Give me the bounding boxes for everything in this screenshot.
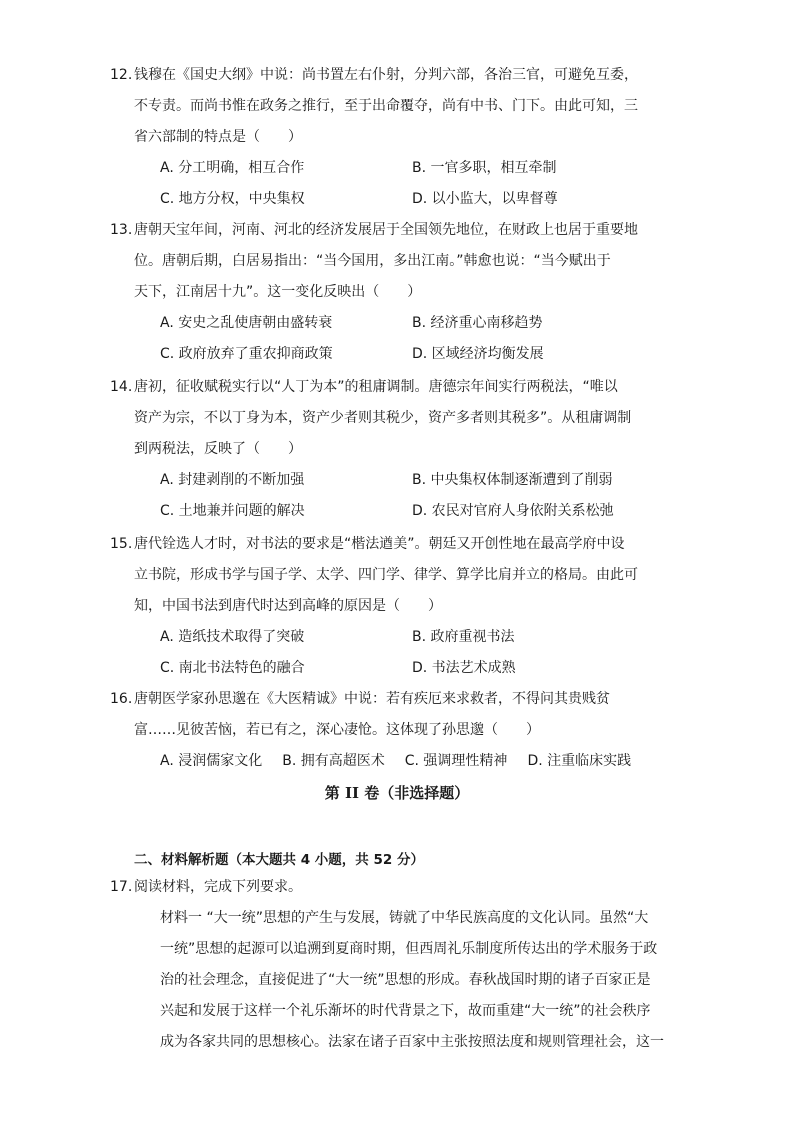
question-text-line: 钱穆在《国史大纲》中说：尚书置左右仆射，分判六部，各治三官，可避免互委， xyxy=(134,67,638,83)
option-b[interactable]: B. 政府重视书法 xyxy=(412,629,515,645)
option-a[interactable]: A. 安史之乱使唐朝由盛转衰 xyxy=(160,315,333,331)
question-16 xyxy=(110,684,674,777)
option-d[interactable]: D. 书法艺术成熟 xyxy=(412,660,516,676)
question-text-line: 位。唐朝后期，白居易指出：“当今国用，多出江南。”韩愈也说：“当今赋出于 xyxy=(134,253,611,269)
question-text-line: 天下，江南居十九”。这一变化反映出（ ） xyxy=(134,284,422,300)
question-text-line: 不专责。而尚书惟在政务之推行，至于出命覆夺，尚有中书、门下。由此可知，三 xyxy=(134,98,638,114)
option-b[interactable]: B. 一官多职，相互牵制 xyxy=(412,160,557,176)
answer-options xyxy=(134,746,674,777)
question-text-line: 知，中国书法到唐代时达到高峰的原因是（ ） xyxy=(134,598,442,614)
option-c[interactable]: C. 土地兼并问题的解决 xyxy=(160,503,305,519)
option-c[interactable]: C. 政府放弃了重农抑商政策 xyxy=(160,346,333,362)
question-text-line: 唐代铨选人才时，对书法的要求是“楷法遒美”。朝廷又开创性地在最高学府中设 xyxy=(134,536,625,552)
question-number: 16. xyxy=(110,691,133,707)
option-c[interactable]: C. 强调理性精神 xyxy=(404,753,508,769)
section-title: 第 II 卷（非选择题） xyxy=(324,784,470,802)
material-text-line: 治的社会理念，直接促进了“大一统”思想的形成。春秋战国时期的诸子百家正是 xyxy=(160,972,651,988)
question-15 xyxy=(110,529,674,684)
question-text-line: 唐初，征收赋税实行以“人丁为本”的租庸调制。唐德宗年间实行两税法，“唯以 xyxy=(134,379,618,395)
question-text-line: 富……见彼苦恼，若已有之，深心凄怆。这体现了孙思邈（ ） xyxy=(134,722,540,738)
question-number: 17. xyxy=(110,879,133,895)
part-heading: 二、材料解析题（本大题共 4 小题，共 52 分） xyxy=(134,852,424,868)
option-b[interactable]: B. 经济重心南移趋势 xyxy=(412,315,543,331)
option-a[interactable]: A. 封建剥削的不断加强 xyxy=(160,472,305,488)
option-b[interactable]: B. 中央集权体制逐渐遭到了削弱 xyxy=(412,472,613,488)
option-c[interactable]: C. 地方分权，中央集权 xyxy=(160,191,305,207)
question-text-line: 唐朝天宝年间，河南、河北的经济发展居于全国领先地位，在财政上也居于重要地 xyxy=(134,222,638,238)
option-d[interactable]: D. 区域经济均衡发展 xyxy=(412,346,544,362)
question-number: 13. xyxy=(110,222,133,238)
question-13 xyxy=(110,215,674,370)
material-text-line: 一统”思想的起源可以追溯到夏商时期，但西周礼乐制度所传达出的学术服务于政 xyxy=(160,941,658,957)
question-text-line: 唐朝医学家孙思邈在《大医精诚》中说：若有疾厄来求救者，不得问其贵贱贫 xyxy=(134,691,610,707)
option-a[interactable]: A. 造纸技术取得了突破 xyxy=(160,629,305,645)
question-text-line: 到两税法，反映了（ ） xyxy=(134,441,302,457)
option-d[interactable]: D. 注重临床实践 xyxy=(527,753,632,769)
question-text-line: 省六部制的特点是（ ） xyxy=(134,129,302,145)
material-text-line: 材料一 “大一统”思想的产生与发展，铸就了中华民族高度的文化认同。虽然“大 xyxy=(160,910,649,926)
question-number: 14. xyxy=(110,379,133,395)
question-14 xyxy=(110,372,674,527)
question-number: 15. xyxy=(110,536,133,552)
question-12 xyxy=(110,60,674,215)
question-text-line: 立书院，形成书学与国子学、太学、四门学、律学、算学比肩并立的格局。由此可 xyxy=(134,567,638,583)
answer-options xyxy=(134,465,674,527)
answer-options xyxy=(134,622,674,684)
question-text-line: 资产为宗，不以丁身为本，资产少者则其税少，资产多者则其税多”。从租庸调制 xyxy=(134,410,632,426)
question-number: 12. xyxy=(110,67,133,83)
option-b[interactable]: B. 拥有高超医术 xyxy=(282,753,385,769)
question-17 xyxy=(110,872,674,1058)
option-a[interactable]: A. 分工明确，相互合作 xyxy=(160,160,305,176)
material-text-line: 兴起和发展于这样一个礼乐渐坏的时代背景之下，故而重建“大一统”的社会秩序 xyxy=(160,1003,651,1019)
option-c[interactable]: C. 南北书法特色的融合 xyxy=(160,660,305,676)
material-text-line: 成为各家共同的思想核心。法家在诸子百家中主张按照法度和规则管理社会，这一 xyxy=(160,1034,664,1050)
answer-options xyxy=(134,308,674,370)
answer-options xyxy=(134,153,674,215)
option-d[interactable]: D. 以小监大，以卑督尊 xyxy=(412,191,558,207)
question-prompt: 阅读材料，完成下列要求。 xyxy=(134,879,302,895)
option-a[interactable]: A. 浸润儒家文化 xyxy=(160,753,263,769)
option-d[interactable]: D. 农民对官府人身依附关系松弛 xyxy=(412,503,614,519)
